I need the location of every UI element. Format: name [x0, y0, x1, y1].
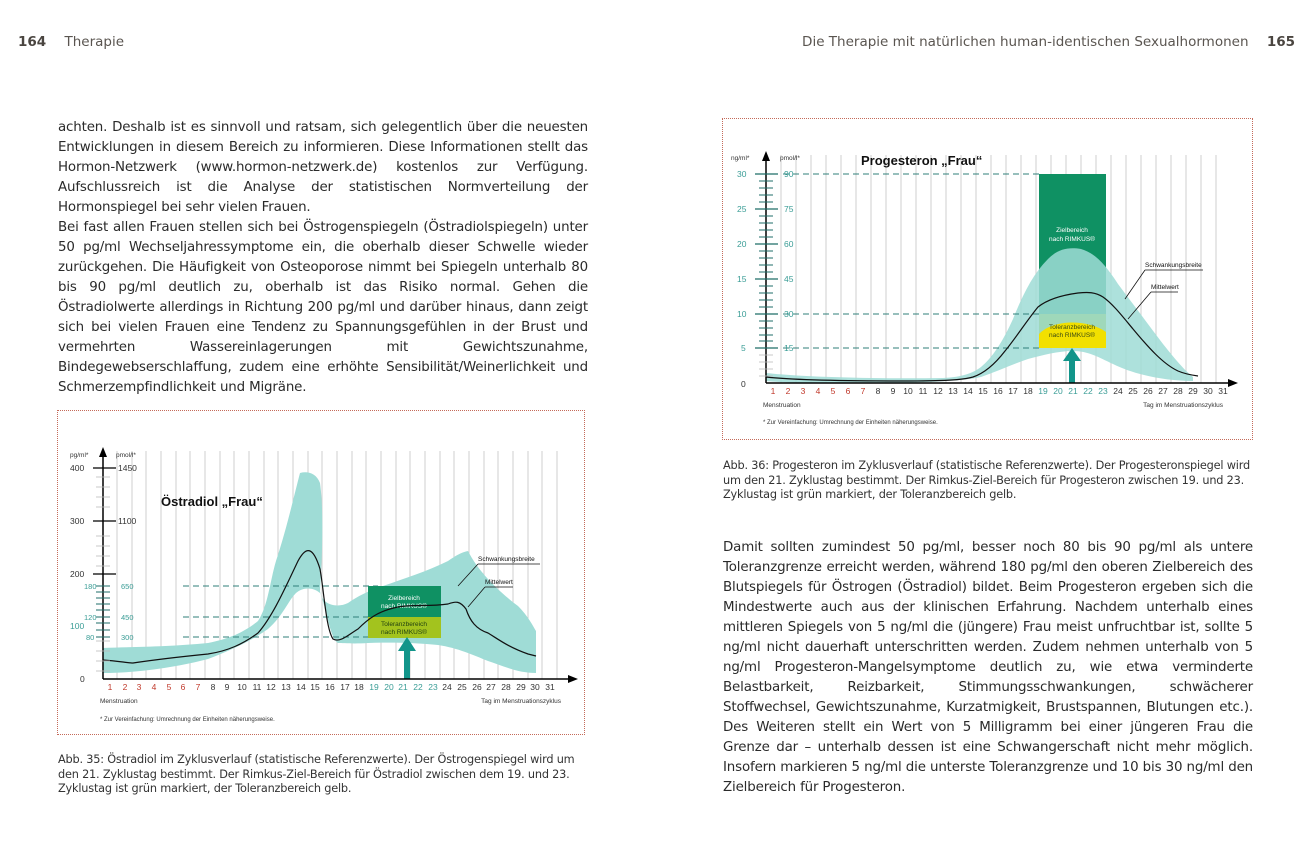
- svg-text:10: 10: [737, 309, 747, 319]
- svg-text:9: 9: [890, 386, 896, 396]
- svg-text:12: 12: [266, 682, 276, 692]
- svg-text:14: 14: [296, 682, 306, 692]
- svg-text:25: 25: [1128, 386, 1138, 396]
- svg-text:120: 120: [84, 613, 97, 622]
- svg-text:17: 17: [340, 682, 350, 692]
- figure-35-caption: Abb. 35: Östradiol im Zyklusverlauf (statistische Referenzwerte). Der Östrogenspiegel wird um den 21. Zyklustag bestimmt. Der Rimkus-Ziel-Bereich für Östradiol zwischen dem 19. und 23. Zyklustag ist grün markiert, der Toleranzbereich gelb.: [58, 753, 575, 795]
- svg-text:75: 75: [784, 204, 794, 214]
- svg-text:0: 0: [80, 674, 85, 684]
- x-axis-title: Tag im Menstruationszyklus: [1143, 402, 1223, 409]
- svg-text:1: 1: [107, 682, 113, 692]
- svg-text:8: 8: [875, 386, 881, 396]
- zielbereich-label: Zielbereich: [1056, 227, 1088, 234]
- svg-text:11: 11: [252, 682, 262, 692]
- svg-text:27: 27: [486, 682, 496, 692]
- reference-lines: [783, 174, 1039, 348]
- svg-text:26: 26: [1143, 386, 1153, 396]
- oestradiol-chart-svg: [58, 411, 586, 736]
- svg-text:5: 5: [166, 682, 172, 692]
- paragraph: Bei fast allen Frauen stellen sich bei Östrogenspiegeln (Östradiolspiegeln) unter 50 pg/ml Wechseljahressymptome ein, die oberhalb dieser Schwelle wieder zurückgehen. Die Häufigkeit von Osteoporose nimmt bei Spiegeln unterhalb 80 bis 90 pg/ml deutlich zu, oberhalb ist das Risiko normal. Gehen die Östradiolwerte allerdings in Richtung 200 pg/ml und darüber hinaus, dann zeigt sich bei vielen Frauen eine Tendenz zu Spannungsgefühlen in der Brust und vermehrten Wassereinlagerungen mit Gewichtszunahme, Bindegewebserschlaffung, zudem eine erhöhte Sensibilität/Weinerlichkeit und Schmerzempfindlichkeit und Migräne.: [58, 220, 588, 395]
- chart-title: Östradiol „Frau“: [161, 494, 263, 509]
- svg-text:14: 14: [963, 386, 973, 396]
- paragraph: achten. Deshalb ist es sinnvoll und ratsam, sich gelegentlich über die neuesten Entwicklungen in diesem Bereich zu informieren. Diese Informationen stellt das Hormon-Netzwerk (www.hormon-netzwerk.de) kostenlos zur Verfügung. Aufschlussreich ist die Analyse der statistischen Normverteilung der Hormonspiegel bei sehr vielen Frauen.: [58, 120, 588, 215]
- svg-text:30: 30: [784, 309, 794, 319]
- svg-text:450: 450: [121, 613, 134, 622]
- svg-text:28: 28: [501, 682, 511, 692]
- y-unit-left: pg/ml*: [70, 452, 89, 459]
- svg-text:5: 5: [741, 343, 746, 353]
- left-running-title: Therapie: [64, 34, 125, 50]
- x-axis-title: Tag im Menstruationszyklus: [481, 698, 561, 705]
- svg-text:22: 22: [1083, 386, 1093, 396]
- svg-text:27: 27: [1158, 386, 1168, 396]
- svg-text:15: 15: [978, 386, 988, 396]
- svg-text:90: 90: [784, 169, 794, 179]
- svg-text:30: 30: [1203, 386, 1213, 396]
- svg-text:28: 28: [1173, 386, 1183, 396]
- schwankungsbreite-label: Schwankungsbreite: [478, 556, 535, 563]
- svg-text:12: 12: [933, 386, 943, 396]
- svg-text:5: 5: [830, 386, 836, 396]
- figure-36-caption: Abb. 36: Progesteron im Zyklusverlauf (statistische Referenzwerte). Der Progesteronspiegel wird um den 21. Zyklustag bestimmt. Der Rimkus-Ziel-Bereich für Progesteron zwischen 19. und 23. Zyklustag ist grün markiert, der Toleranzbereich gelb.: [723, 459, 1250, 501]
- y-unit-right: pmol/l*: [116, 452, 136, 459]
- svg-text:23: 23: [1098, 386, 1108, 396]
- x-tick-labels: [108, 682, 555, 692]
- svg-text:25: 25: [457, 682, 467, 692]
- svg-text:9: 9: [224, 682, 230, 692]
- svg-text:4: 4: [151, 682, 157, 692]
- mittelwert-label: Mittelwert: [1151, 284, 1179, 291]
- svg-text:18: 18: [354, 682, 364, 692]
- svg-text:15: 15: [310, 682, 320, 692]
- y-axis-arrow-icon: [762, 151, 770, 161]
- svg-text:3: 3: [800, 386, 806, 396]
- svg-text:13: 13: [948, 386, 958, 396]
- svg-text:17: 17: [1008, 386, 1018, 396]
- svg-text:3: 3: [136, 682, 142, 692]
- svg-text:21: 21: [398, 682, 408, 692]
- oestradiol-chart: [57, 410, 585, 735]
- svg-text:1: 1: [770, 386, 776, 396]
- svg-text:6: 6: [845, 386, 851, 396]
- svg-text:300: 300: [70, 516, 85, 526]
- svg-text:30: 30: [530, 682, 540, 692]
- y-unit-left: ng/ml*: [731, 155, 750, 162]
- y-unit-right: pmol/l*: [780, 155, 800, 162]
- svg-text:24: 24: [442, 682, 452, 692]
- mittelwert-label: Mittelwert: [485, 579, 513, 586]
- footnote: * Zur Vereinfachung: Umrechnung der Einheiten näherungsweise.: [763, 420, 938, 426]
- svg-text:7: 7: [860, 386, 866, 396]
- svg-text:200: 200: [70, 569, 85, 579]
- y-axis-arrow-icon: [99, 447, 107, 457]
- svg-text:300: 300: [121, 633, 134, 642]
- chart-title: Progesteron „Frau“: [861, 153, 983, 168]
- x-axis-arrow-icon: [568, 675, 578, 683]
- progesteron-chart: [722, 118, 1253, 440]
- zielbereich-label: Zielbereich: [388, 595, 420, 602]
- progesteron-chart-svg: [723, 119, 1254, 441]
- left-page-number: 164: [18, 34, 47, 50]
- svg-text:1100: 1100: [118, 516, 137, 526]
- right-body-text: [723, 538, 1253, 798]
- day21-arrow-shaft: [404, 649, 410, 679]
- svg-text:650: 650: [121, 582, 134, 591]
- svg-text:10: 10: [903, 386, 913, 396]
- svg-text:19: 19: [369, 682, 379, 692]
- svg-text:31: 31: [1218, 386, 1228, 396]
- menstruation-label: Menstruation: [100, 698, 138, 705]
- right-page-number: 165: [1266, 34, 1295, 50]
- zielbereich-label-2: nach RIMKUS®: [1049, 236, 1095, 243]
- svg-text:400: 400: [70, 463, 85, 473]
- toleranz-label-2: nach RIMKUS®: [381, 629, 427, 636]
- day21-arrow-shaft: [1069, 359, 1075, 383]
- svg-text:20: 20: [1053, 386, 1063, 396]
- svg-text:22: 22: [413, 682, 423, 692]
- zielbereich-label-2: nach RIMKUS®: [381, 603, 427, 610]
- svg-text:18: 18: [1023, 386, 1033, 396]
- toleranz-label-2: nach RIMKUS®: [1049, 332, 1095, 339]
- svg-text:20: 20: [384, 682, 394, 692]
- svg-text:4: 4: [815, 386, 821, 396]
- svg-text:15: 15: [737, 274, 747, 284]
- svg-text:8: 8: [210, 682, 216, 692]
- right-page-header: [802, 34, 1295, 50]
- left-body-text: [58, 118, 588, 398]
- x-tick-labels: [771, 386, 1228, 396]
- svg-text:60: 60: [784, 239, 794, 249]
- svg-text:6: 6: [180, 682, 186, 692]
- svg-text:31: 31: [545, 682, 555, 692]
- svg-text:100: 100: [70, 621, 85, 631]
- right-running-title: Die Therapie mit natürlichen human-identischen Sexualhormonen: [802, 34, 1249, 50]
- toleranz-label: Toleranzbereich: [1049, 324, 1095, 331]
- svg-text:80: 80: [86, 633, 95, 642]
- svg-text:30: 30: [737, 169, 747, 179]
- svg-text:26: 26: [472, 682, 482, 692]
- svg-text:19: 19: [1038, 386, 1048, 396]
- svg-text:16: 16: [325, 682, 335, 692]
- svg-text:11: 11: [918, 386, 928, 396]
- x-axis-arrow-icon: [1228, 379, 1238, 387]
- svg-text:16: 16: [993, 386, 1003, 396]
- left-page-header: [18, 34, 124, 50]
- svg-text:2: 2: [785, 386, 791, 396]
- svg-text:25: 25: [737, 204, 747, 214]
- svg-text:10: 10: [237, 682, 247, 692]
- svg-text:7: 7: [195, 682, 201, 692]
- toleranz-label: Toleranzbereich: [381, 621, 427, 628]
- schwankungsbreite-label: Schwankungsbreite: [1145, 262, 1202, 269]
- svg-text:29: 29: [1188, 386, 1198, 396]
- svg-text:180: 180: [84, 582, 97, 591]
- svg-text:24: 24: [1113, 386, 1123, 396]
- svg-text:21: 21: [1068, 386, 1078, 396]
- svg-text:13: 13: [281, 682, 291, 692]
- footnote: * Zur Vereinfachung: Umrechnung der Einheiten näherungsweise.: [100, 717, 275, 723]
- svg-text:23: 23: [428, 682, 438, 692]
- menstruation-label: Menstruation: [763, 402, 801, 409]
- svg-text:45: 45: [784, 274, 794, 284]
- schwankungsbreite-band: [766, 248, 1193, 383]
- svg-text:15: 15: [784, 343, 794, 353]
- svg-text:2: 2: [122, 682, 128, 692]
- svg-text:29: 29: [516, 682, 526, 692]
- svg-text:20: 20: [737, 239, 747, 249]
- svg-text:0: 0: [741, 379, 746, 389]
- paragraph: Damit sollten zumindest 50 pg/ml, besser noch 80 bis 90 pg/ml als untere Toleranzgrenze erreicht werden, während 180 pg/ml den oberen Zielbereich des Blutspiegels für Östrogen (Östradiol) bildet. Beim Progesteron ergeben sich die Mindestwerte auch aus der klinischen Erfahrung. Nachdem unterhalb eines mittleren Spiegels von 5 ng/ml die (jüngere) Frau meist unfruchtbar ist, sollte 5 ng/ml nicht dauerhaft unterschritten werden. Zudem nehmen unterhalb von 5 ng/ml Progesteron-Mangelsymptome deutlich zu, wie etwa verminderte Belastbarkeit, Reizbarkeit, Stimmungsschwankungen, schwächerer Stoffwechsel, Gewichtszunahme, Kurzatmigkeit, Brustspannen, Blutungen etc.). Des Weiteren stellt ein Wert von 5 Milligramm bei einer jüngeren Frau die Grenze dar – unterhalb dessen ist eine Schwangerschaft nicht mehr möglich. Insofern markieren 5 ng/ml die unterste Toleranzgrenze und 10 bis 30 ng/ml den Zielbereich für Progesteron.: [723, 540, 1253, 795]
- svg-text:1450: 1450: [118, 463, 137, 473]
